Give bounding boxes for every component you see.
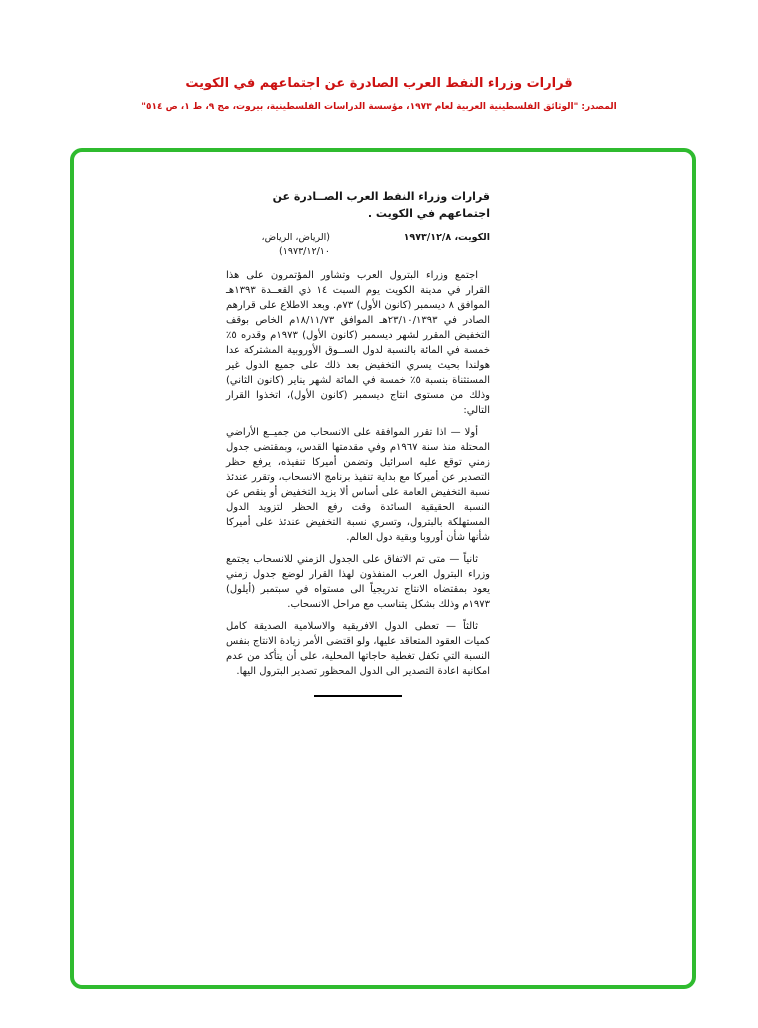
- paragraph-intro: اجتمع وزراء البترول العرب وتشاور المؤتمرون على هذا القرار في مدينة الكويت يوم السبت ١٤ ذي القعــدة ١٣٩٣هـ الموافق ٨ ديسمبر (كانون الأول) ٧٣م. وبعد الاطلاع على قرارهم الصادر في ٢٣/١٠/١٣٩٣هـ الموافق ١٨/١١/٧٣م الخاص بوقف التخفيض المقرر لشهر ديسمبر (كانون الأول) ١٩٧٣م وقدره ٥٪ خمسة في المائة بالنسبة لدول الســوق الأوروبية المشتركة عدا هولندا بحيث يسري التخفيض بعد ذلك على جميع الدول غير المستثناة بنسبة ٥٪ خمسة في المائة لشهر يناير (كانون الثاني) وذلك من مستوى انتاج ديسمبر (كانون الأول)، اتخذوا القرار التالي:: [226, 269, 491, 416]
- dateline: [226, 231, 490, 259]
- document-frame: [70, 148, 696, 989]
- source-line: المصدر: "الوثائق الفلسطينية العربية لعام ١٩٧٣، مؤسسة الدراسات الفلسطينية، بيروت، مج ٩، ط ١، ص ٥١٤": [141, 102, 617, 112]
- end-rule-divider: [314, 695, 402, 697]
- paragraph-second-clause: ثانياً — متى تم الاتفاق على الجدول الزمني للانسحاب يجتمع وزراء البترول العرب المنفذون لهذا القرار لوضع جدول زمني يعود بمقتضاه الانتاج تدريجياً الى مستواه في سبتمبر (أيلول) ١٩٧٣م وذلك بشكل يتناسب مع مراحل الانسحاب.: [226, 553, 490, 610]
- dateline-place-date: الكويت، ١٩٧٣/١٢/٨: [403, 232, 490, 244]
- paragraph-first-clause: أولا — اذا تقرر الموافقة على الانسحاب من جميــع الأراضي المحتلة منذ سنة ١٩٦٧م وفي مقدمتها القدس، وبمقتضى جدول زمني توقع عليه اسرائيل وتضمن أميركا تنفيذه، يرفع حظر التصدير عن أميركا مع بداية تنفيذ برنامج الانسحاب، وتقرر عندئذ نسبة التخفيض العامة على أساس ألا يزيد التخفيض أو ينقص عن النسبة الحقيقية السائدة وقت رفع الحظر لتزويد الدول المستهلكة بالبترول، وتسري نسبة التخفيض عندئذ على أميركا شأنها شأن أوروبا وبقية دول العالم.: [226, 426, 490, 543]
- dateline-publication: (الرياض، الرياض، ١٩٧٣/١٢/١٠): [261, 232, 330, 257]
- paragraph-third-clause: ثالثاً — تعطى الدول الافريقية والاسلامية الصديقة كامل كميات العقود المتعاقد عليها، ولو اقتضى الأمر زيادة الانتاج بنفس النسبة التي تكفل تغطية حاجاتها المحلية، على أن يتأكد من عدم امكانية اعادة التصدير الى الدول المحظور تصدير البترول اليها.: [226, 620, 490, 677]
- document-heading: قرارات وزراء النفط العرب الصــادرة عن اجتماعهم في الكويت .: [272, 190, 490, 221]
- page-title: قرارات وزراء النفط العرب الصادرة عن اجتماعهم في الكويت: [185, 76, 573, 91]
- scanned-page: [226, 188, 490, 697]
